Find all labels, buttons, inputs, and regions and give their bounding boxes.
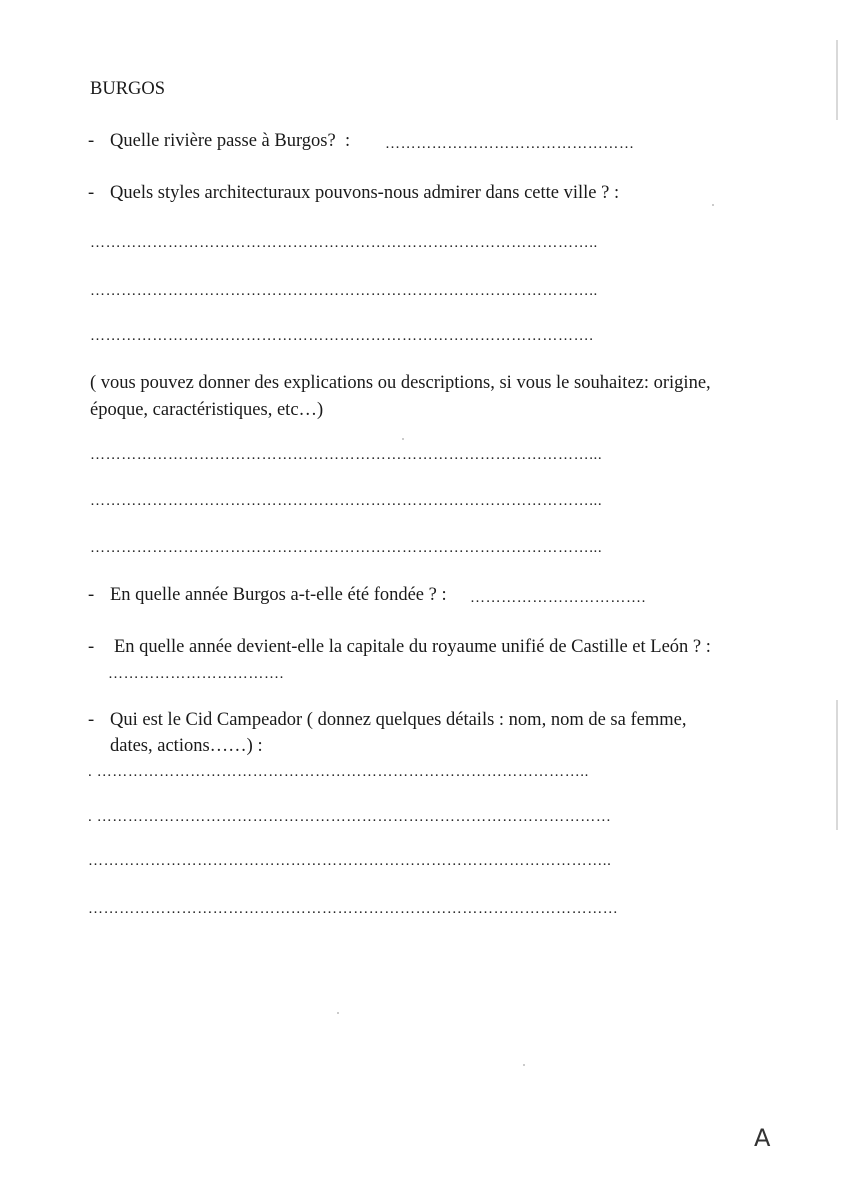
bullet-dash: - — [88, 183, 95, 203]
scan-speck — [523, 1064, 525, 1066]
question-cid-line-2: dates, actions……) : — [110, 736, 263, 756]
question-cid-line-1: Qui est le Cid Campeador ( donnez quelques détails : nom, nom de sa femme, — [110, 710, 687, 730]
bullet-dash: - — [88, 585, 95, 605]
answer-field-capital[interactable]: ……………………………. — [108, 666, 284, 682]
bullet-dash: - — [88, 637, 95, 657]
answer-line-architecture[interactable]: ……………………………………………………………………………………. — [90, 328, 594, 344]
page-title: BURGOS — [90, 79, 166, 99]
question-founded: En quelle année Burgos a-t-elle été fondée ? : — [110, 585, 447, 605]
scan-speck — [337, 1012, 339, 1014]
answer-field-river[interactable]: ………………………………………… — [385, 136, 635, 152]
question-capital: En quelle année devient-elle la capitale du royaume unifié de Castille et León ? : — [114, 637, 711, 657]
page-marker: A — [754, 1124, 771, 1152]
scan-speck — [402, 438, 404, 440]
answer-line-description[interactable]: ……………………………………………………………………………………... — [90, 447, 603, 463]
answer-line-cid[interactable]: . ……………………………………………………………………………………… — [88, 809, 612, 825]
scan-edge-mark — [836, 700, 838, 830]
answer-line-description[interactable]: ……………………………………………………………………………………... — [90, 493, 603, 509]
answer-line-description[interactable]: ……………………………………………………………………………………... — [90, 540, 603, 556]
bullet-dash: - — [88, 710, 95, 730]
question-architecture: Quels styles architecturaux pouvons-nous admirer dans cette ville ? : — [110, 183, 620, 203]
answer-line-cid[interactable]: ………………………………………………………………………………………… — [88, 901, 619, 917]
answer-line-architecture[interactable]: …………………………………………………………………………………….. — [90, 235, 598, 251]
answer-line-cid[interactable]: . ………………………………………………………………………………….. — [88, 764, 589, 780]
bullet-dash: - — [88, 131, 95, 151]
note-line-2: époque, caractéristiques, etc…) — [90, 400, 324, 420]
answer-line-architecture[interactable]: …………………………………………………………………………………….. — [90, 283, 598, 299]
answer-field-founded[interactable]: ……………………………. — [470, 590, 646, 606]
note-line-1: ( vous pouvez donner des explications ou descriptions, si vous le souhaitez: origine, — [90, 373, 711, 393]
scan-edge-mark — [836, 40, 838, 120]
scan-speck — [712, 204, 714, 206]
answer-line-cid[interactable]: ……………………………………………………………………………………….. — [88, 853, 612, 869]
question-river: Quelle rivière passe à Burgos? : — [110, 131, 351, 151]
